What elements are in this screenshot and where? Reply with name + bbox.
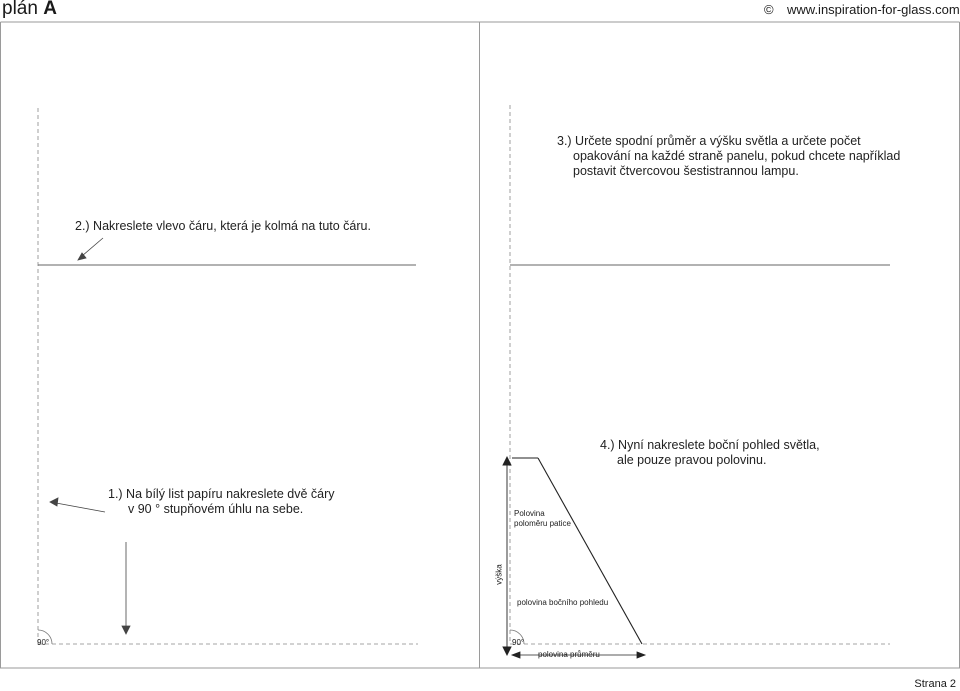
page-frame	[0, 22, 960, 668]
arrow-down	[122, 542, 130, 634]
step4-text	[600, 438, 820, 468]
height-label: výška	[494, 564, 504, 585]
half-diameter-label: polovina průměru	[538, 650, 600, 659]
half-base-radius-line2: poloměru patice	[514, 519, 571, 528]
step3-line1: 3.) Určete spodní průměr a výšku světla a určete počet	[557, 134, 861, 148]
half-base-radius-label	[514, 509, 571, 529]
side-view-outline	[512, 458, 642, 644]
arrow-step1	[50, 498, 105, 512]
step4-line2: ale pouze pravou polovinu.	[617, 453, 767, 467]
right-guides	[510, 105, 890, 644]
step1-line1: 1.) Na bílý list papíru nakreslete dvě čáry	[108, 487, 335, 501]
page-number: Strana 2	[914, 678, 956, 690]
website-link[interactable]: www.inspiration-for-glass.com	[787, 2, 960, 17]
angle-label-left: 90°	[37, 638, 50, 647]
step3-line2: opakování na každé straně panelu, pokud chcete například	[573, 149, 901, 163]
step1-text	[108, 487, 335, 517]
step4-line1: 4.) Nyní nakreslete boční pohled světla,	[600, 438, 820, 452]
step3-line3: postavit čtvercovou šestistrannou lampu.	[573, 164, 799, 178]
step3-text	[557, 134, 900, 179]
step2-text: 2.) Nakreslete vlevo čáru, která je kolmá na tuto čáru.	[75, 219, 371, 233]
left-guides	[38, 108, 418, 644]
copyright-icon: ©	[764, 2, 774, 17]
title-prefix: plán	[2, 0, 38, 19]
arrow-step2	[78, 238, 103, 260]
title-letter: A	[43, 0, 57, 19]
half-base-radius-line1: Polovina	[514, 509, 545, 518]
angle-label-right: 90°	[512, 638, 525, 647]
half-side-view-label: polovina bočního pohledu	[517, 598, 609, 607]
step1-line2: v 90 ° stupňovém úhlu na sebe.	[128, 502, 304, 516]
